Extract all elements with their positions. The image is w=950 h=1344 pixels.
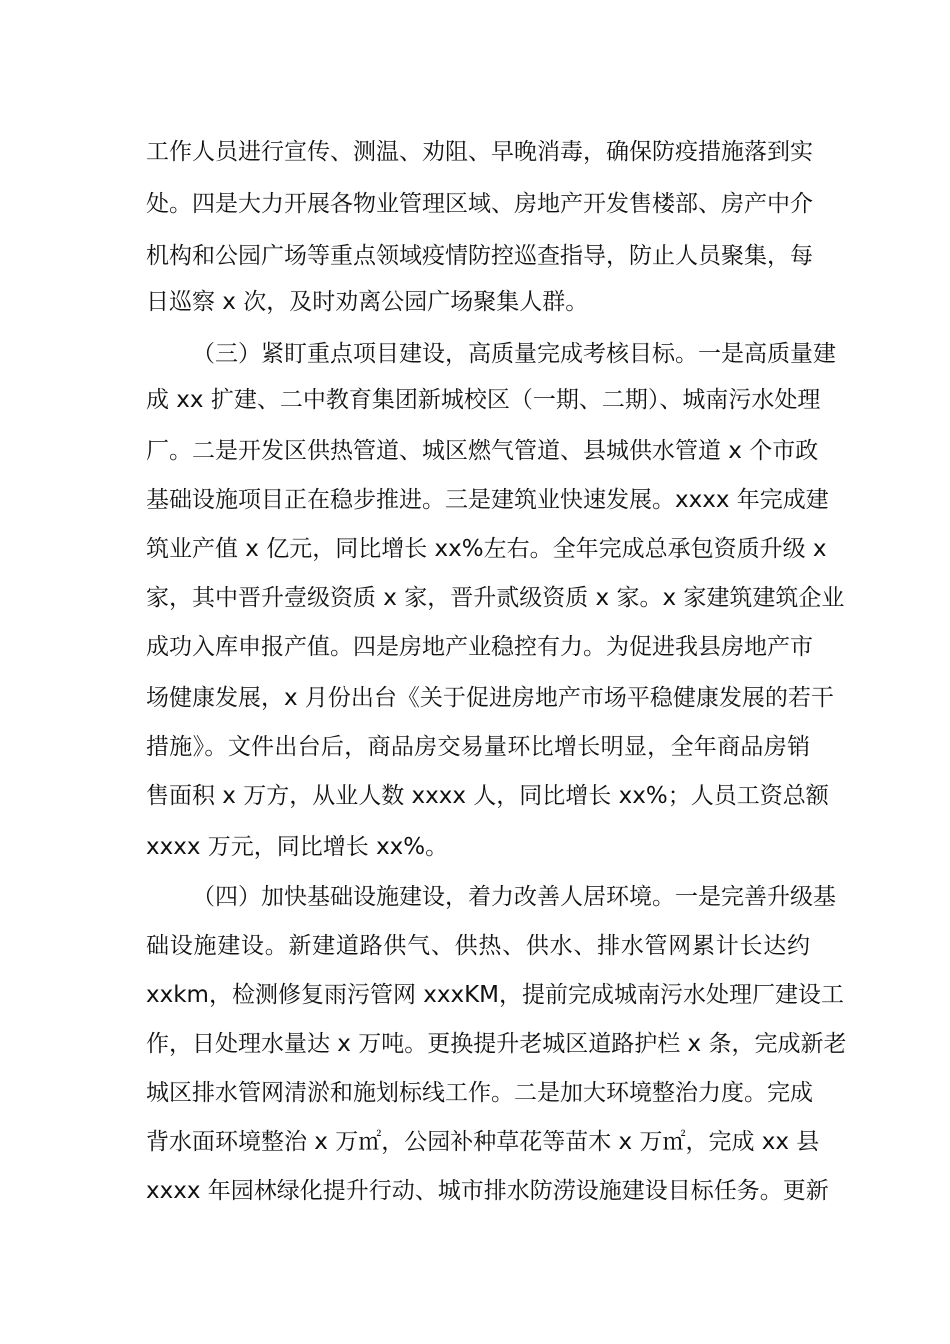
text-line: 成 xx 扩建、二中教育集团新城校区（一期、二期）、城南污水处理	[146, 387, 821, 413]
text-line: 筑业产值 x 亿元，同比增长 xx%左右。全年完成总承包资质升级 x	[146, 536, 827, 562]
text-line: 措施》。文件出台后，商品房交易量环比增长明显，全年商品房销	[146, 734, 810, 760]
text-line: 成功入库申报产值。四是房地产业稳控有力。为促进我县房地产市	[146, 634, 813, 660]
text-line: 作，日处理水量达 x 万吨。更换提升老城区道路护栏 x 条，完成新老	[146, 1031, 847, 1057]
text-line: 础设施建设。新建道路供气、供热、供水、排水管网累计长达约	[146, 933, 810, 959]
text-line: 厂。二是开发区供热管道、城区燃气管道、县城供水管道 x 个市政	[146, 438, 819, 464]
text-line: xxxx 万元，同比增长 xx%。	[146, 834, 449, 860]
text-line: 处。四是大力开展各物业管理区域、房地产开发售楼部、房产中介	[146, 191, 813, 217]
text-line: xxkm，检测修复雨污管网 xxxKM，提前完成城南污水处理厂建设工	[146, 982, 845, 1008]
text-line: 日巡察 x 次，及时劝离公园广场聚集人群。	[146, 289, 589, 315]
text-line: 家，其中晋升壹级资质 x 家，晋升贰级资质 x 家。x 家建筑建筑企业	[146, 585, 845, 611]
section-heading-line: （三）紧盯重点项目建设，高质量完成考核目标。一是高质量建	[192, 341, 836, 367]
text-line: 背水面环境整治 x 万㎡，公园补种草花等苗木 x 万㎡，完成 xx 县	[146, 1129, 820, 1155]
text-line: 场健康发展，x 月份出台《关于促进房地产市场平稳健康发展的若干	[146, 685, 834, 711]
section-heading-line: （四）加快基础设施建设，着力改善人居环境。一是完善升级基	[192, 884, 836, 910]
text-line: 城区排水管网清淤和施划标线工作。二是加大环境整治力度。完成	[146, 1080, 813, 1106]
text-line: xxxx 年园林绿化提升行动、城市排水防涝设施建设目标任务。更新	[146, 1178, 829, 1204]
text-line: 工作人员进行宣传、测温、劝阻、早晚消毒，确保防疫措施落到实	[146, 139, 813, 165]
text-line: 基础设施项目正在稳步推进。三是建筑业快速发展。xxxx 年完成建	[146, 487, 829, 513]
text-line: 机构和公园广场等重点领域疫情防控巡查指导，防止人员聚集，每	[146, 243, 813, 269]
text-line: 售面积 x 万方，从业人数 xxxx 人，同比增长 xx%；人员工资总额	[146, 783, 829, 809]
